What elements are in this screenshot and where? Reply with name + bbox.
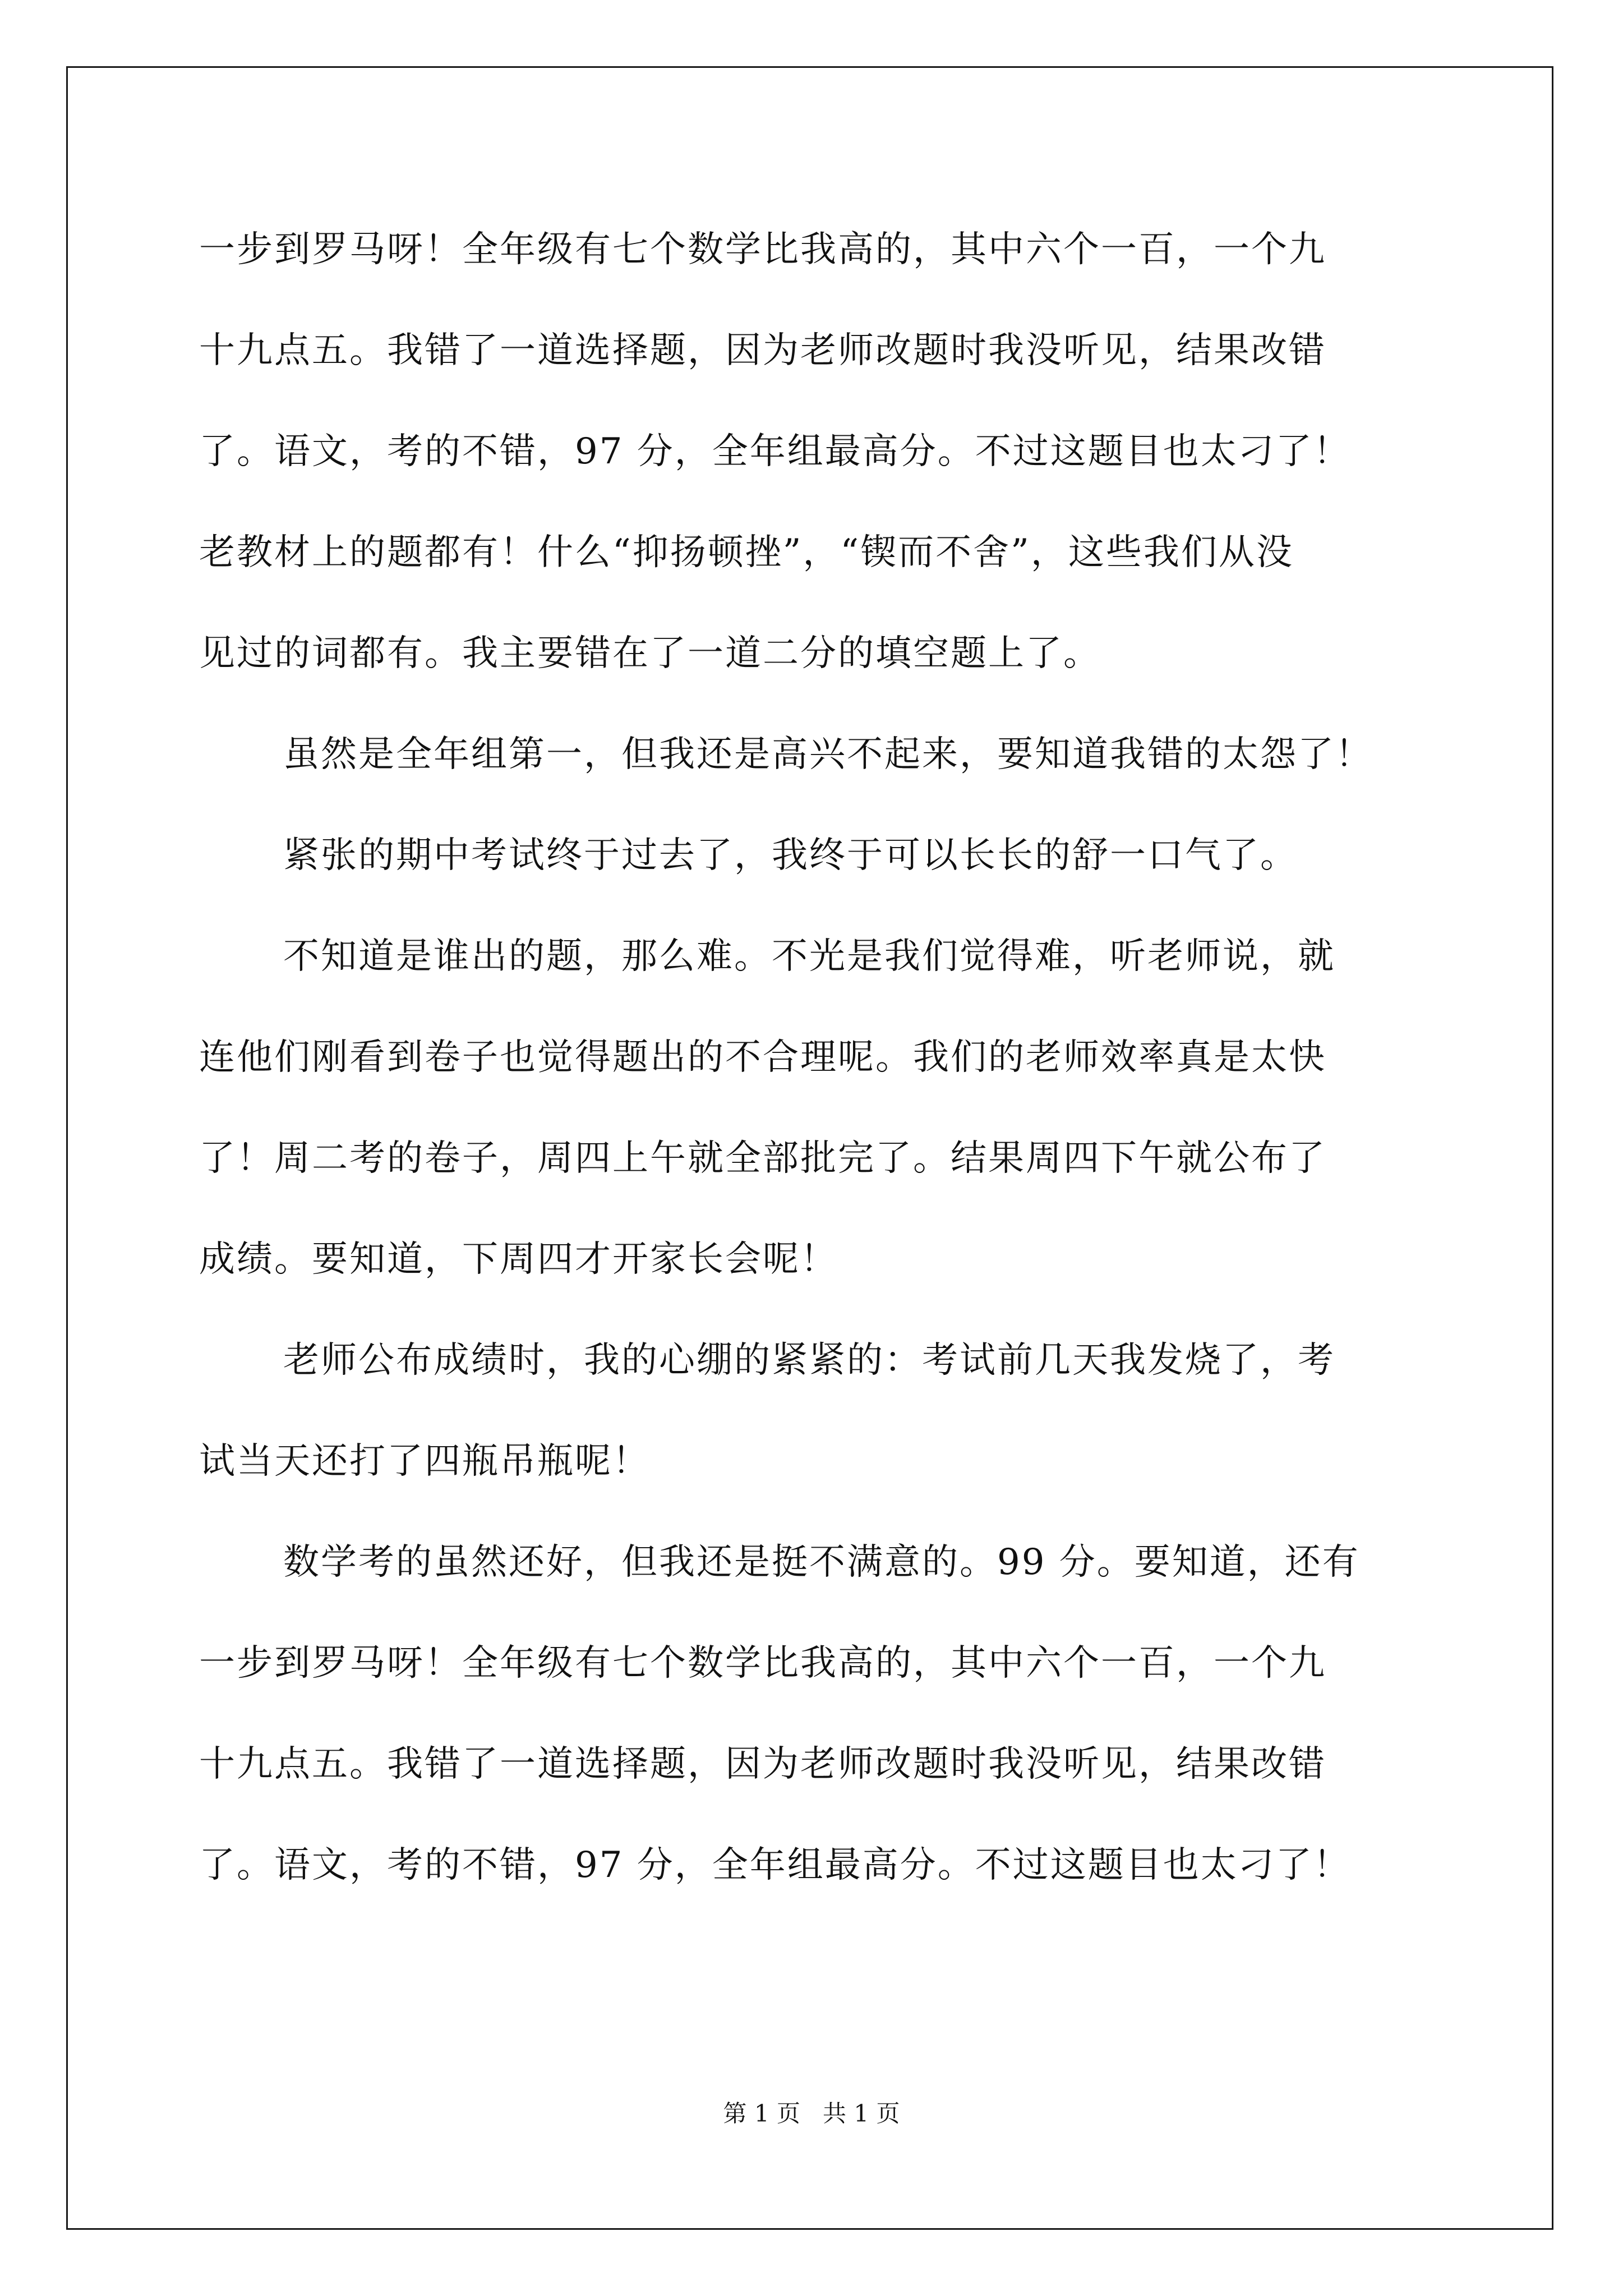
paragraph-first-line: 不知道是谁出的题，那么难。不光是我们觉得难，听老师说，就 — [283, 936, 1335, 977]
text-line: 一步到罗马呀！全年级有七个数学比我高的，其中六个一百，一个九 — [199, 1642, 1326, 1684]
text-line: 老教材上的题都有！什么“抑扬顿挫”，“锲而不舍”，这些我们从没 — [199, 532, 1294, 573]
document-body — [199, 213, 1433, 1930]
paragraph-first-line: 数学考的虽然还好，但我还是挺不满意的。99 分。要知道，还有 — [283, 1542, 1360, 1583]
text-line: 见过的词都有。我主要错在了一道二分的填空题上了。 — [199, 633, 1101, 674]
paragraph-first-line: 虽然是全年组第一，但我还是高兴不起来，要知道我错的太怨了！ — [283, 734, 1373, 775]
text-line: 成绩。要知道，下周四才开家长会呢！ — [199, 1239, 838, 1280]
text-line: 了。语文，考的不错，97 分，全年组最高分。不过这题目也太刁了！ — [199, 431, 1351, 472]
text-line: 了。语文，考的不错，97 分，全年组最高分。不过这题目也太刁了！ — [199, 1844, 1351, 1886]
text-line: 连他们刚看到卷子也觉得题出的不合理呢。我们的老师效率真是太快 — [199, 1037, 1326, 1078]
text-line: 十九点五。我错了一道选择题，因为老师改题时我没听见，结果改错 — [199, 1743, 1326, 1785]
paragraph-first-line: 老师公布成绩时，我的心绷的紧紧的：考试前几天我发烧了，考 — [283, 1340, 1335, 1381]
text-line: 一步到罗马呀！全年级有七个数学比我高的，其中六个一百，一个九 — [199, 229, 1326, 270]
page-number-footer: 第 1 页 共 1 页 — [723, 2100, 900, 2127]
text-line: 十九点五。我错了一道选择题，因为老师改题时我没听见，结果改错 — [199, 330, 1326, 371]
text-line: 试当天还打了四瓶吊瓶呢！ — [199, 1441, 650, 1482]
text-line: 了！周二考的卷子，周四上午就全部批完了。结果周四下午就公布了 — [199, 1138, 1326, 1179]
paragraph-first-line: 紧张的期中考试终于过去了，我终于可以长长的舒一口气了。 — [283, 835, 1298, 876]
